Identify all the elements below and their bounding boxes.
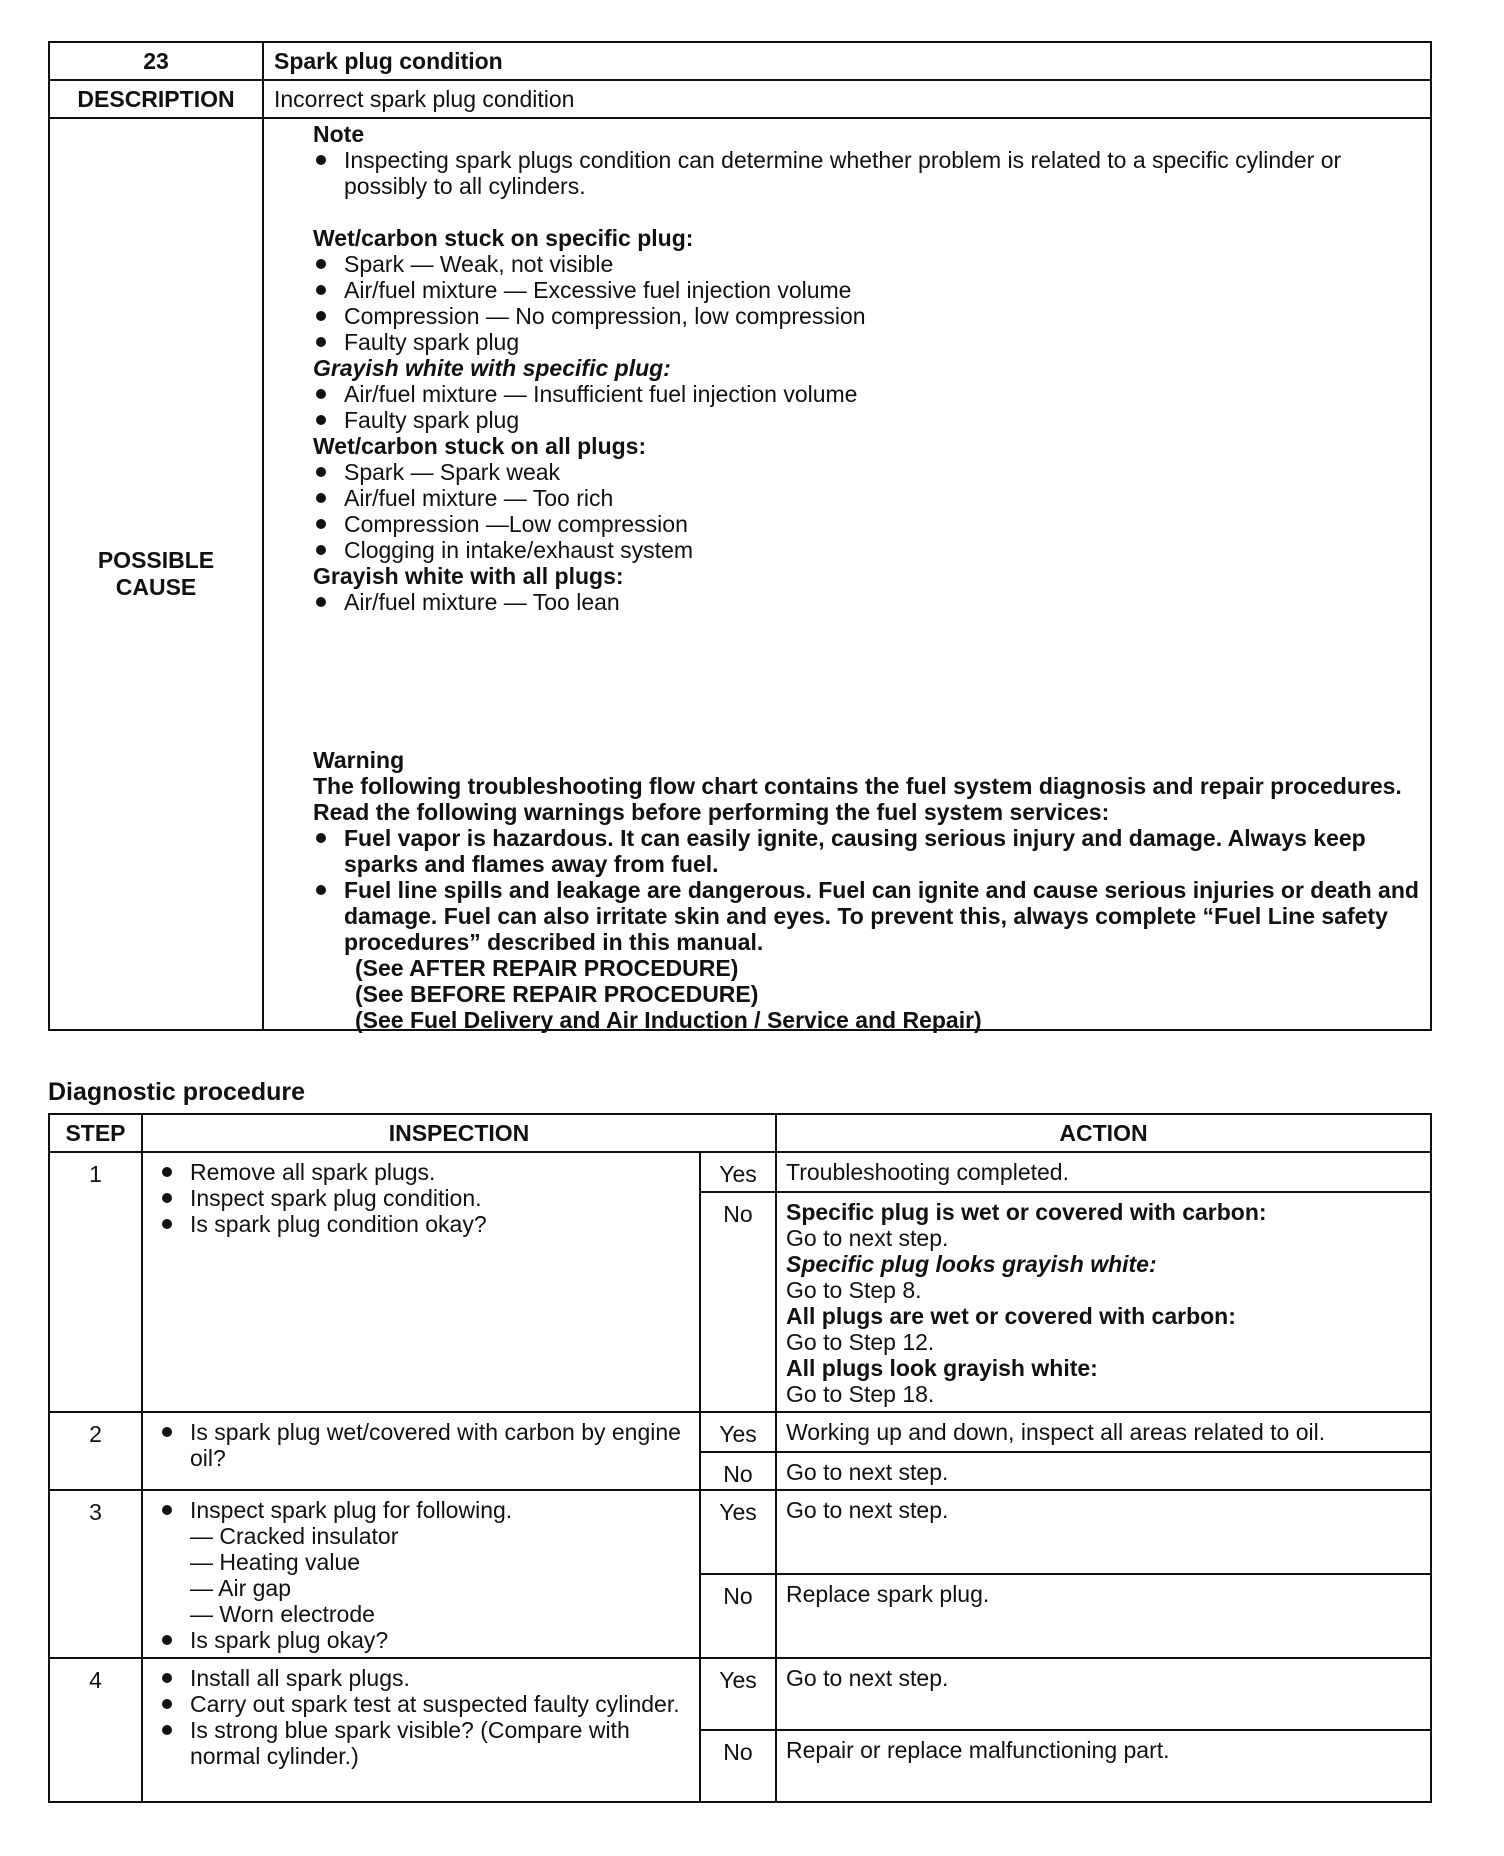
no-action: Go to next step. <box>776 1452 1431 1490</box>
inspection-list <box>159 1159 691 1237</box>
cause-label-line2: CAUSE <box>115 574 197 600</box>
condition-table <box>48 41 1432 1031</box>
list-item: Carry out spark test at suspected faulty cylinder. <box>159 1691 691 1717</box>
yes-label: Yes <box>700 1152 776 1192</box>
list-item: Inspect spark plug condition. <box>159 1185 691 1211</box>
yes-label: Yes <box>700 1658 776 1730</box>
step-number: 1 <box>49 1152 142 1412</box>
col-inspection-header: INSPECTION <box>142 1114 776 1152</box>
list-item: Inspect spark plug for following. <box>159 1497 691 1523</box>
see-reference: (See Fuel Delivery and Air Induction / Service and Repair) <box>355 1007 982 1033</box>
no-action <box>776 1192 1431 1412</box>
description-row <box>49 80 1431 118</box>
section-list <box>313 251 1420 355</box>
list-item: Is spark plug wet/covered with carbon by engine oil? <box>159 1419 691 1471</box>
yes-label: Yes <box>700 1490 776 1574</box>
sub-item: — Heating value <box>190 1549 361 1575</box>
inspection-cell <box>142 1152 700 1412</box>
table-row <box>49 1490 1431 1574</box>
inspection-list <box>159 1497 691 1523</box>
action-condition: All plugs are wet or covered with carbon: <box>786 1303 1236 1329</box>
no-action: Replace spark plug. <box>776 1574 1431 1658</box>
item-number: 23 <box>49 42 263 80</box>
sub-item: — Worn electrode <box>190 1601 375 1627</box>
action-condition: Specific plug looks grayish white: <box>786 1251 1157 1277</box>
section-title: Grayish white with specific plug: <box>313 355 671 381</box>
warning-text: The following troubleshooting flow chart contains the fuel system diagnosis and repair procedures. Read the following warnings before performing the fuel system services: <box>313 773 1402 825</box>
yes-action: Go to next step. <box>776 1658 1431 1730</box>
table-row <box>49 1412 1431 1452</box>
sub-item: — Air gap <box>190 1575 291 1601</box>
inspection-cell <box>142 1490 700 1658</box>
see-reference: (See AFTER REPAIR PROCEDURE) <box>355 955 739 981</box>
section-title: Wet/carbon stuck on specific plug: <box>313 225 694 251</box>
yes-label: Yes <box>700 1412 776 1452</box>
inspection-list <box>159 1665 691 1769</box>
possible-cause-content <box>263 118 1431 1033</box>
section-list <box>313 459 1420 563</box>
list-item: Faulty spark plug <box>313 329 1420 355</box>
inspection-list <box>159 1627 691 1653</box>
list-item: Is strong blue spark visible? (Compare with normal cylinder.) <box>159 1717 691 1769</box>
action-condition: All plugs look grayish white: <box>786 1355 1098 1381</box>
section-list <box>313 589 1420 615</box>
list-item: Compression — No compression, low compression <box>313 303 1420 329</box>
list-item: Air/fuel mixture — Excessive fuel injection volume <box>313 277 1420 303</box>
section-title: Wet/carbon stuck on all plugs: <box>313 433 647 459</box>
action-condition: Specific plug is wet or covered with carbon: <box>786 1199 1267 1225</box>
yes-action: Troubleshooting completed. <box>776 1152 1431 1192</box>
list-item: Is spark plug okay? <box>159 1627 691 1653</box>
action-result: Go to next step. <box>786 1225 949 1251</box>
list-item: Spark — Weak, not visible <box>313 251 1420 277</box>
list-item: Fuel line spills and leakage are dangerous. Fuel can ignite and cause serious injuries or death and damage. Fuel can also irritate skin and eyes. To prevent this, always complete “Fuel Line safety procedures” described in this manual. <box>313 877 1420 955</box>
list-item: Compression —Low compression <box>313 511 1420 537</box>
list-item: Air/fuel mixture — Too rich <box>313 485 1420 511</box>
list-item: Faulty spark plug <box>313 407 1420 433</box>
no-label: No <box>700 1730 776 1802</box>
section-title: Grayish white with all plugs: <box>313 563 624 589</box>
col-step-header: STEP <box>49 1114 142 1152</box>
diagnostic-table <box>48 1113 1432 1803</box>
list-item: Is spark plug condition okay? <box>159 1211 691 1237</box>
step-number: 2 <box>49 1412 142 1490</box>
section-list <box>313 381 1420 433</box>
action-result: Go to Step 8. <box>786 1277 922 1303</box>
inspection-list <box>159 1419 691 1471</box>
step-number: 3 <box>49 1490 142 1658</box>
list-item: Inspecting spark plugs condition can determine whether problem is related to a specific cylinder or possibly to all cylinders. <box>313 147 1420 199</box>
yes-action: Working up and down, inspect all areas related to oil. <box>776 1412 1431 1452</box>
note-title: Note <box>313 121 365 147</box>
list-item: Spark — Spark weak <box>313 459 1420 485</box>
inspection-cell <box>142 1412 700 1490</box>
table-header-row <box>49 1114 1431 1152</box>
yes-action: Go to next step. <box>776 1490 1431 1574</box>
action-result: Go to Step 18. <box>786 1381 935 1407</box>
cause-label-line1: POSSIBLE <box>97 547 215 573</box>
col-action-header: ACTION <box>776 1114 1431 1152</box>
see-reference: (See BEFORE REPAIR PROCEDURE) <box>355 981 759 1007</box>
list-item: Fuel vapor is hazardous. It can easily ignite, causing serious injury and damage. Always keep sparks and flames away from fuel. <box>313 825 1420 877</box>
warning-title: Warning <box>313 747 405 773</box>
cause-row <box>49 118 1431 1030</box>
no-label: No <box>700 1452 776 1490</box>
action-result: Go to Step 12. <box>786 1329 935 1355</box>
list-item: Air/fuel mixture — Too lean <box>313 589 1420 615</box>
header-row <box>49 42 1431 80</box>
item-title: Spark plug condition <box>263 42 1431 80</box>
list-item: Air/fuel mixture — Insufficient fuel injection volume <box>313 381 1420 407</box>
inspection-cell <box>142 1658 700 1802</box>
list-item: Clogging in intake/exhaust system <box>313 537 1420 563</box>
possible-cause-label <box>49 118 263 1030</box>
step-number: 4 <box>49 1658 142 1802</box>
description-label: DESCRIPTION <box>49 80 263 118</box>
note-list <box>313 147 1420 199</box>
list-item: Install all spark plugs. <box>159 1665 691 1691</box>
table-row <box>49 1152 1431 1192</box>
no-label: No <box>700 1574 776 1658</box>
no-action: Repair or replace malfunctioning part. <box>776 1730 1431 1802</box>
description-text: Incorrect spark plug condition <box>263 80 1431 118</box>
table-row <box>49 1658 1431 1730</box>
sub-item: — Cracked insulator <box>190 1523 399 1549</box>
warning-list <box>313 825 1420 955</box>
warning-block <box>313 747 1420 1033</box>
diagnostic-heading: Diagnostic procedure <box>48 1078 305 1106</box>
list-item: Remove all spark plugs. <box>159 1159 691 1185</box>
no-label: No <box>700 1192 776 1412</box>
